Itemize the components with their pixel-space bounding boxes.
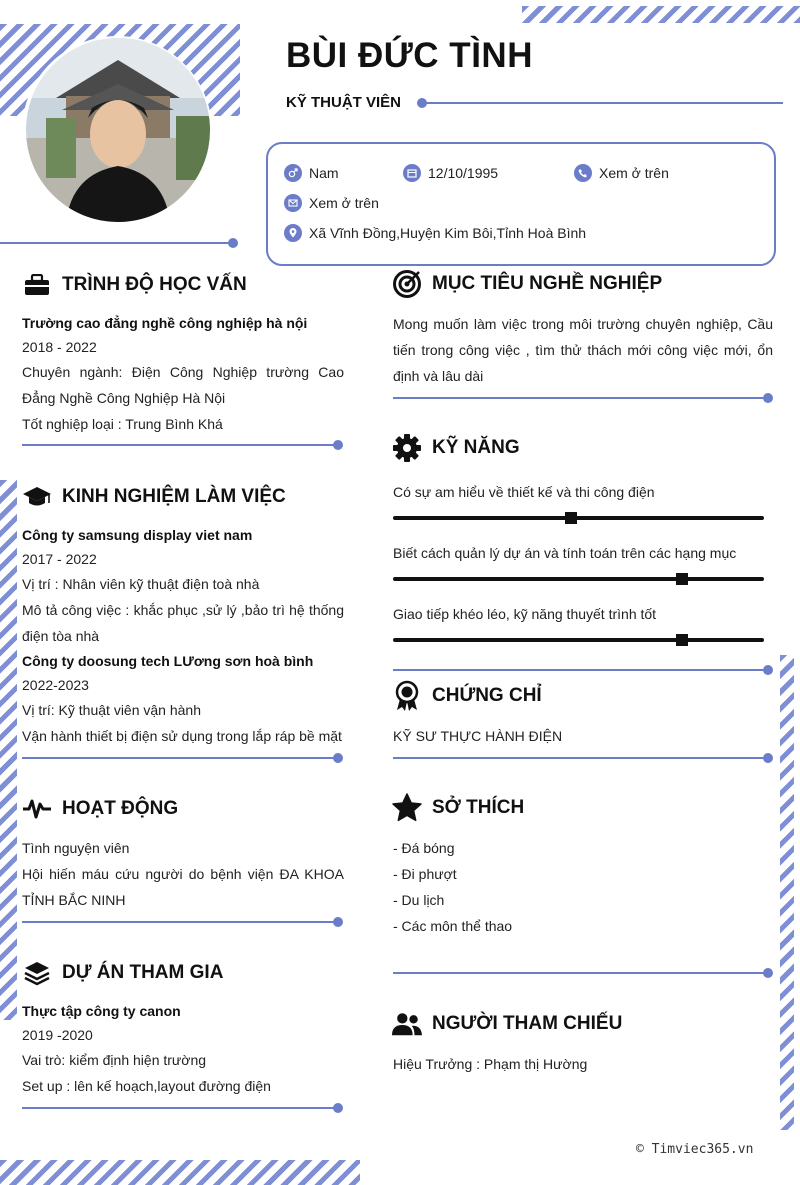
users-icon	[392, 1009, 422, 1039]
experience-heading: KINH NGHIỆM LÀM VIỆC	[22, 482, 286, 512]
calendar-icon	[403, 164, 421, 182]
birthdate-item	[403, 164, 498, 182]
projects-heading: DỰ ÁN THAM GIA	[22, 958, 223, 988]
reference-item: Hiệu Trưởng : Phạm thị Hường	[393, 1056, 588, 1072]
location-icon	[284, 224, 302, 242]
objective-heading: MỤC TIÊU NGHỀ NGHIỆP	[392, 269, 662, 299]
skill-bar	[393, 516, 764, 520]
phone-value: Xem ở trên	[599, 165, 669, 181]
phone-item	[574, 164, 669, 182]
address-value: Xã Vĩnh Đồng,Huyện Kim Bôi,Tỉnh Hoà Bình	[309, 225, 587, 241]
project-name: Thực tập công ty canon	[22, 1003, 181, 1019]
candidate-name: BÙI ĐỨC TÌNH	[286, 36, 533, 75]
project-role: Vai trò: kiểm định hiện trường	[22, 1052, 207, 1068]
skill-level-marker	[676, 573, 688, 585]
graduation-cap-icon	[22, 482, 52, 512]
stripe-decoration-top-right	[522, 6, 800, 23]
footer-copyright: © Timviec365.vn	[636, 1142, 754, 1157]
hobbies-heading: SỞ THÍCH	[392, 793, 524, 823]
activities-heading: HOẠT ĐỘNG	[22, 794, 178, 824]
email-item	[284, 194, 379, 212]
hobby-item: - Đi phượt	[393, 866, 457, 882]
award-badge-icon	[392, 681, 422, 711]
phone-icon	[574, 164, 592, 182]
email-value: Xem ở trên	[309, 195, 379, 211]
education-heading: TRÌNH ĐỘ HỌC VẤN	[22, 270, 247, 300]
star-icon	[392, 793, 422, 823]
job-position: Vị trí: Kỹ thuật viên vận hành	[22, 702, 201, 718]
avatar	[26, 38, 210, 222]
job-company: Công ty samsung display viet nam	[22, 527, 253, 543]
activity-item: Hội hiến máu cứu người do bệnh viện ĐA KHOA TỈNH BẮC NINH	[22, 866, 344, 908]
layers-icon	[22, 958, 52, 988]
address-item	[284, 224, 586, 242]
job-company: Công ty doosung tech LƯơng sơn hoà bình	[22, 653, 314, 669]
education-period: 2018 - 2022	[22, 339, 97, 355]
education-grade: Tốt nghiệp loại : Trung Bình Khá	[22, 416, 223, 432]
job-period: 2017 - 2022	[22, 551, 97, 567]
project-detail: Set up : lên kế hoạch,layout đường điện	[22, 1078, 271, 1094]
candidate-role: KỸ THUẬT VIÊN	[286, 94, 402, 111]
briefcase-icon	[22, 270, 52, 300]
gender-icon	[284, 164, 302, 182]
job-position: Vị trí : Nhân viên kỹ thuật điện toà nhà	[22, 576, 260, 592]
skill-level-marker	[565, 512, 577, 524]
contact-box	[266, 142, 776, 266]
references-heading: NGƯỜI THAM CHIẾU	[392, 1009, 622, 1039]
target-icon	[392, 269, 422, 299]
hobby-item: - Các môn thể thao	[393, 918, 513, 934]
project-period: 2019 -2020	[22, 1027, 93, 1043]
education-school: Trường cao đẳng nghề công nghiệp hà nội	[22, 315, 308, 331]
job-description: Vận hành thiết bị điện sử dụng trong lắp ráp bề mặt	[22, 728, 342, 744]
activity-pulse-icon	[22, 794, 52, 824]
stripe-decoration-bottom	[0, 1160, 360, 1185]
certificate-item: KỸ SƯ THỰC HÀNH ĐIỆN	[393, 728, 563, 744]
hobby-item: - Đá bóng	[393, 840, 455, 856]
objective-text: Mong muốn làm việc trong môi trường chuyên nghiệp, Cầu tiến trong công việc , tìm thử thách mới công việc mới, ổn định và lâu dài	[393, 316, 773, 384]
education-major: Chuyên ngành: Điện Công Nghiệp trường Cao Đẳng Nghề Công Nghiệp Hà Nội	[22, 364, 344, 406]
skill-label: Biết cách quản lý dự án và tính toán trên các hạng mục	[393, 545, 737, 561]
mail-icon	[284, 194, 302, 212]
certificates-heading: CHỨNG CHỈ	[392, 681, 542, 711]
gear-icon	[392, 433, 422, 463]
job-period: 2022-2023	[22, 677, 89, 693]
skill-level-marker	[676, 634, 688, 646]
gender-item	[284, 164, 339, 182]
activity-item: Tình nguyện viên	[22, 840, 130, 856]
skills-heading: KỸ NĂNG	[392, 433, 520, 463]
gender-value: Nam	[309, 165, 339, 181]
skill-bar	[393, 577, 764, 581]
skill-bar	[393, 638, 764, 642]
skill-label: Có sự am hiểu về thiết kế và thi công điện	[393, 484, 655, 500]
birthdate-value: 12/10/1995	[428, 165, 499, 181]
hobby-item: - Du lịch	[393, 892, 445, 908]
job-description: Mô tả công việc : khắc phục ,sử lý ,bảo trì hệ thống điện tòa nhà	[22, 602, 344, 644]
skill-label: Giao tiếp khéo léo, kỹ năng thuyết trình tốt	[393, 606, 657, 622]
stripe-decoration-right	[780, 655, 794, 1130]
stripe-decoration-left	[0, 480, 17, 1020]
